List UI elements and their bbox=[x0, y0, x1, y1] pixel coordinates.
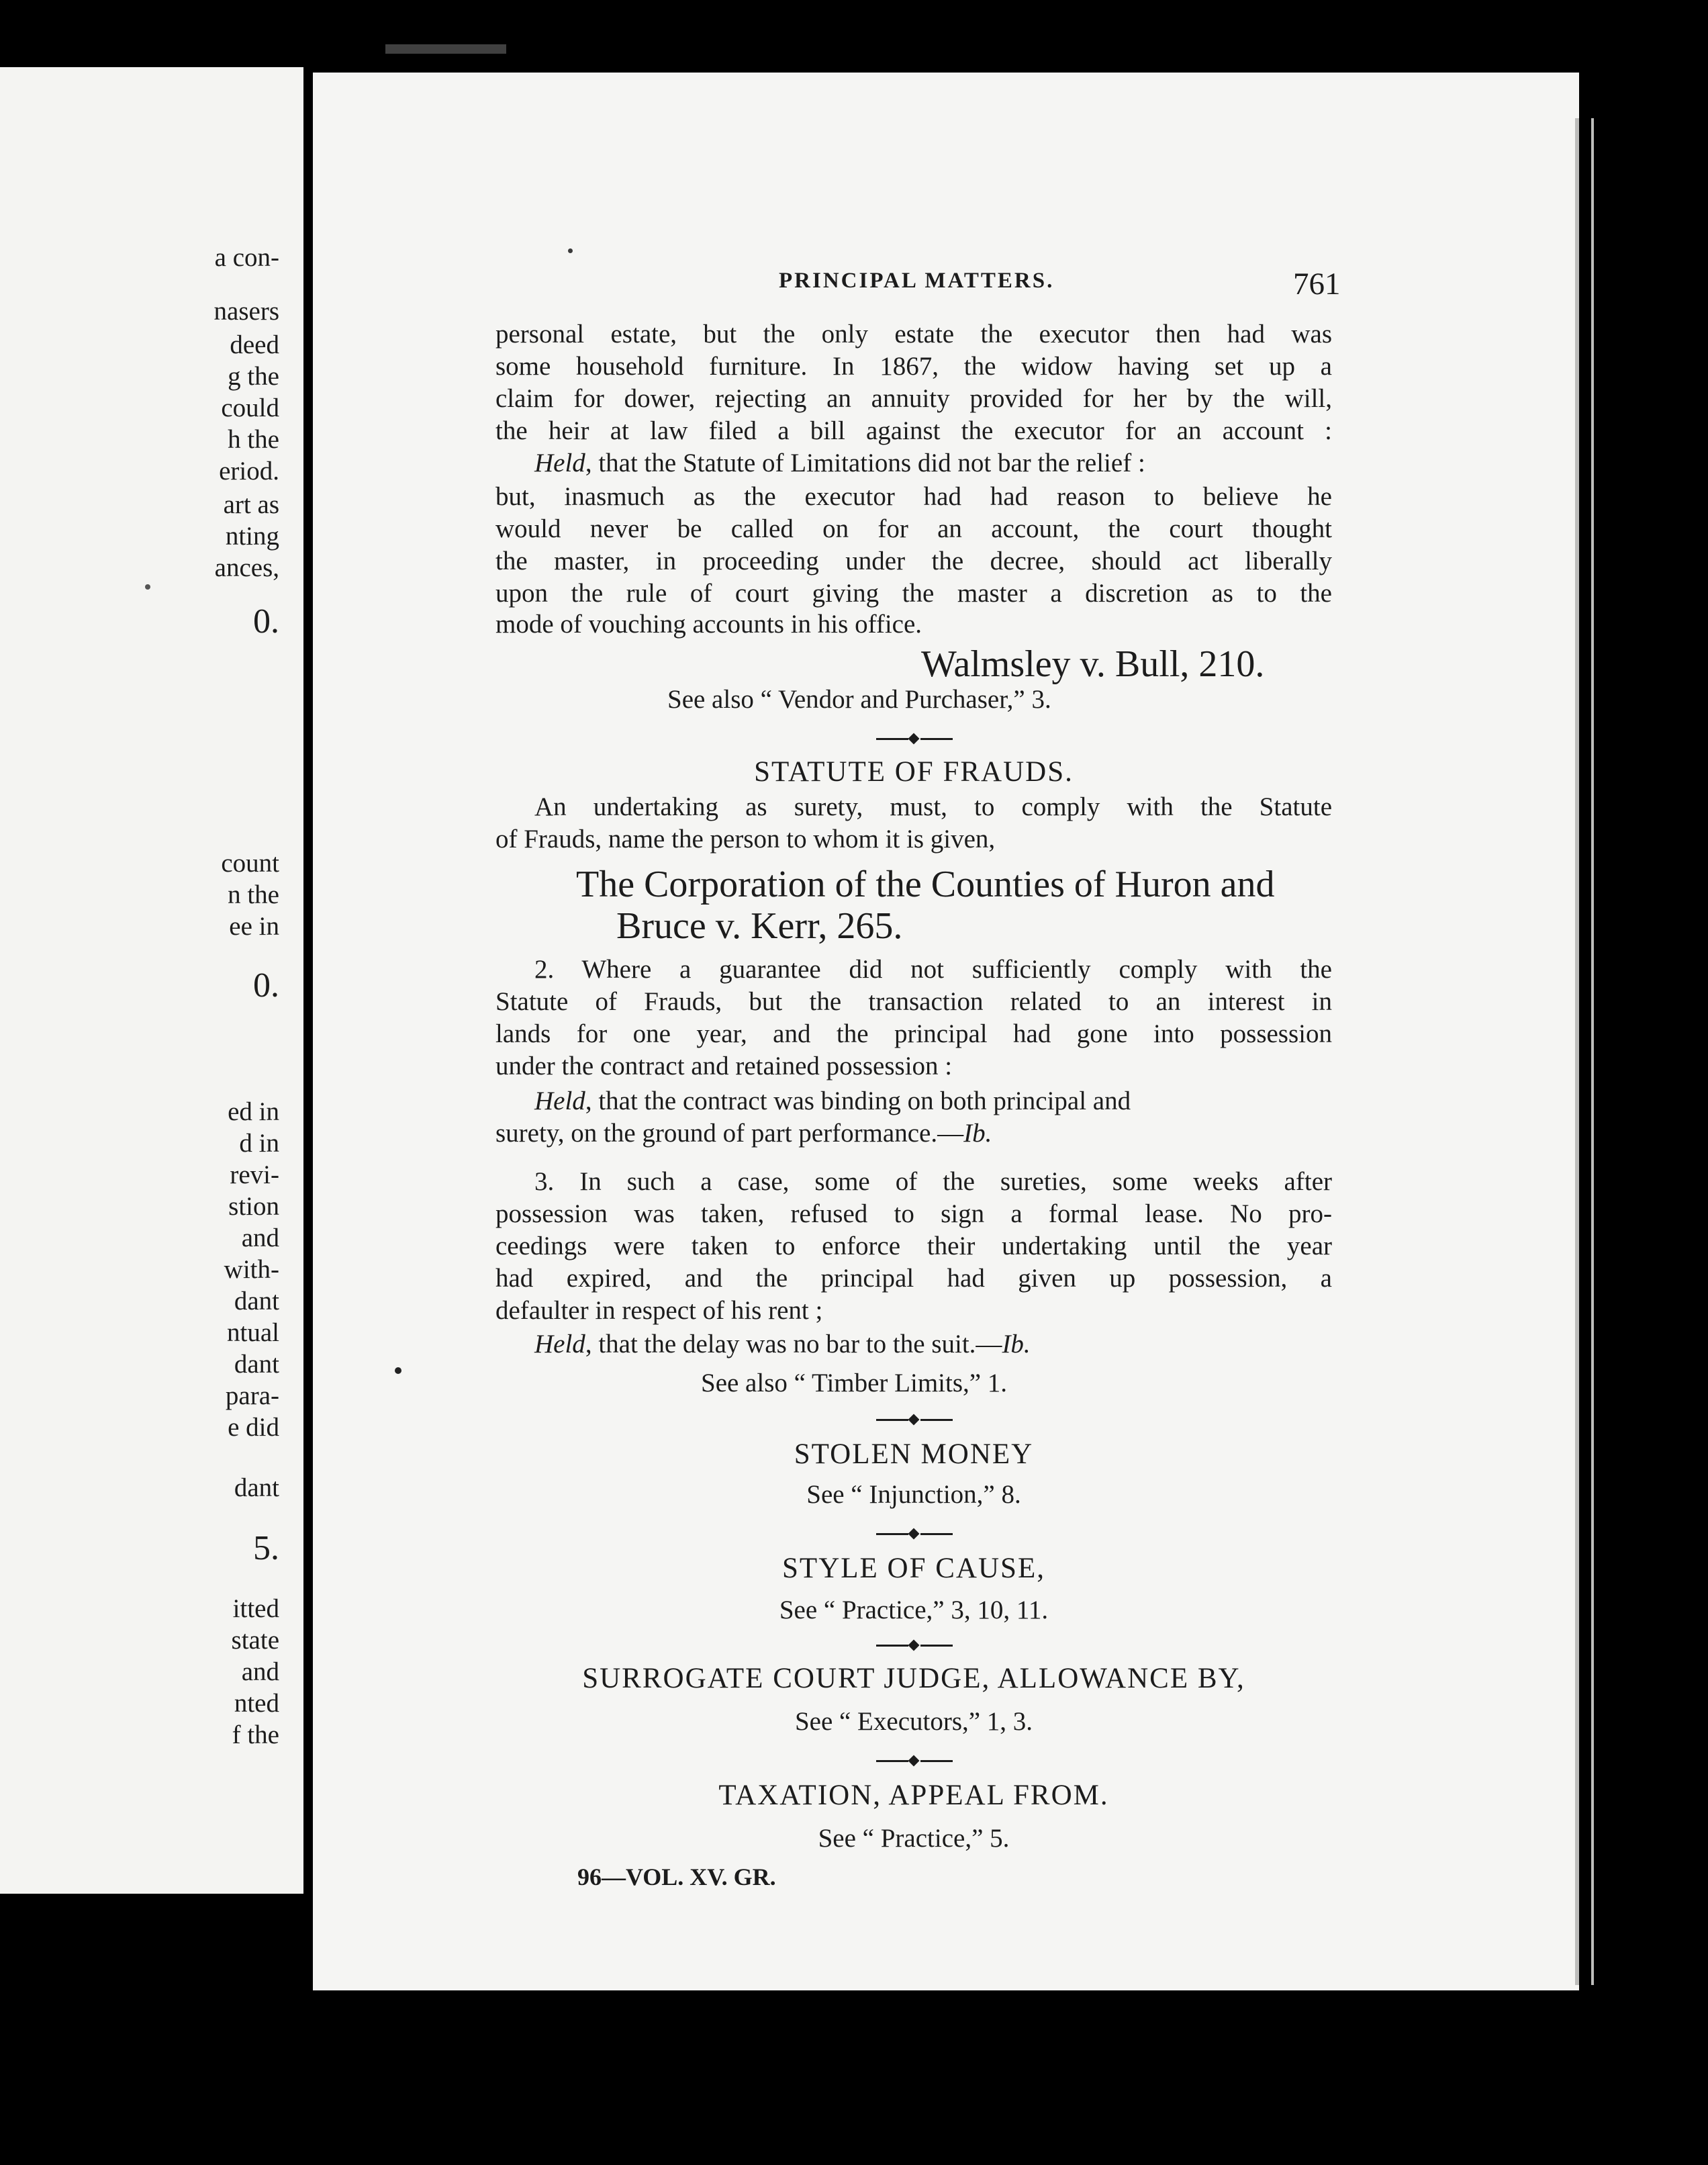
left-page-text-fragment: and bbox=[241, 1224, 279, 1252]
section-divider bbox=[495, 1527, 1332, 1540]
case-citation: The Corporation of the Counties of Huron and bbox=[576, 864, 1275, 905]
left-page-text-fragment: h the bbox=[228, 425, 279, 454]
divider-rule bbox=[920, 1533, 953, 1535]
left-page-text-fragment: n the bbox=[228, 880, 279, 909]
left-page-text-fragment: count bbox=[221, 849, 279, 878]
left-page-text-fragment: itted bbox=[232, 1594, 279, 1623]
held-word: Held bbox=[534, 1330, 585, 1358]
body-line bbox=[495, 545, 1332, 577]
line-text: personal estate, but the only estate the executor then had was bbox=[495, 320, 1332, 349]
left-page-text-fragment: dant bbox=[234, 1473, 279, 1502]
body-line: mode of vouching accounts in his office. bbox=[495, 610, 922, 639]
body-line bbox=[495, 1117, 992, 1149]
left-page-text-fragment: nted bbox=[234, 1689, 279, 1718]
section-divider bbox=[495, 1754, 1332, 1767]
running-head: PRINCIPAL MATTERS. bbox=[779, 269, 1055, 293]
body-line: defaulter in respect of his rent ; bbox=[495, 1296, 823, 1325]
scan-speck bbox=[568, 248, 573, 253]
body-line bbox=[495, 1085, 1332, 1117]
body-line bbox=[495, 986, 1332, 1017]
body-line bbox=[495, 1166, 1332, 1197]
line-text: the heir at law filed a bill against the executor for an account : bbox=[495, 416, 1332, 445]
held-text: , that the delay was no bar to the suit.— bbox=[585, 1330, 1002, 1358]
line-text: 3. In such a case, some of the sureties, some weeks after bbox=[534, 1167, 1332, 1196]
left-page-text-fragment: deed bbox=[230, 330, 279, 359]
line-text: would never be called on for an account, the court thought bbox=[495, 514, 1332, 543]
line-text: the master, in proceeding under the decree, should act liberally bbox=[495, 547, 1332, 575]
left-page-text-fragment: ed in bbox=[228, 1097, 279, 1126]
scan-smudge bbox=[385, 44, 506, 54]
left-page-text-fragment: dant bbox=[234, 1287, 279, 1316]
line-text: Statute of Frauds, but the transaction related to an interest in bbox=[495, 987, 1332, 1016]
body-line bbox=[495, 318, 1332, 350]
left-page-text-fragment: g the bbox=[228, 362, 279, 391]
line-text bbox=[534, 447, 1332, 479]
left-page-text-fragment: a con- bbox=[214, 243, 279, 272]
left-page-text-fragment: stion bbox=[228, 1192, 279, 1221]
body-line bbox=[495, 1198, 1332, 1230]
line-text: but, inasmuch as the executor had had reason to believe he bbox=[495, 482, 1332, 511]
ibid-reference: Ib. bbox=[963, 1119, 992, 1148]
line-text: claim for dower, rejecting an annuity provided for her by the will, bbox=[495, 384, 1332, 413]
case-citation: Bruce v. Kerr, 265. bbox=[616, 905, 903, 947]
section-divider bbox=[495, 732, 1332, 745]
body-line bbox=[495, 415, 1332, 447]
line-text: upon the rule of court giving the master a discretion as to the bbox=[495, 579, 1332, 608]
section-heading: STATUTE OF FRAUDS. bbox=[754, 756, 1074, 788]
body-line bbox=[495, 954, 1332, 985]
body-line: under the contract and retained possession : bbox=[495, 1052, 953, 1080]
section-divider bbox=[495, 1639, 1332, 1652]
line-text: possession was taken, refused to sign a formal lease. No pro- bbox=[495, 1199, 1332, 1228]
divider-diamond bbox=[908, 1528, 920, 1540]
left-page-text-fragment: 5. bbox=[253, 1529, 279, 1567]
body-line bbox=[495, 1328, 1031, 1360]
left-page-text-fragment: and bbox=[241, 1657, 279, 1686]
left-page-text-fragment: eriod. bbox=[219, 457, 279, 486]
case-citation: Walmsley v. Bull, 210. bbox=[921, 643, 1265, 685]
scan-speck bbox=[395, 1367, 401, 1374]
section-heading: TAXATION, APPEAL FROM. bbox=[718, 1780, 1109, 1811]
section-heading: STOLEN MONEY bbox=[794, 1438, 1034, 1470]
page-number: 761 bbox=[1293, 267, 1341, 302]
divider-diamond bbox=[908, 1755, 920, 1767]
left-page-text-fragment: with- bbox=[224, 1255, 279, 1284]
body-line bbox=[495, 1230, 1332, 1262]
body-line bbox=[495, 351, 1332, 382]
left-page-text-fragment: 0. bbox=[253, 966, 279, 1005]
see-reference: See “ Practice,” 3, 10, 11. bbox=[779, 1596, 1049, 1624]
body-line: of Frauds, name the person to whom it is given, bbox=[495, 825, 996, 854]
left-page-text-fragment: d in bbox=[239, 1129, 279, 1158]
left-page-text-fragment: dant bbox=[234, 1350, 279, 1379]
body-line bbox=[495, 383, 1332, 414]
divider-diamond bbox=[908, 733, 920, 745]
line-text: 2. Where a guarantee did not sufficiently comply with the bbox=[534, 955, 1332, 984]
see-also-reference: See also “ Vendor and Purchaser,” 3. bbox=[667, 685, 1051, 714]
divider-rule bbox=[876, 738, 908, 740]
section-heading: STYLE OF CAUSE, bbox=[782, 1553, 1045, 1584]
held-text: , that the contract was binding on both principal and bbox=[585, 1087, 1131, 1115]
body-line bbox=[495, 1262, 1332, 1294]
left-page-text-fragment: ances, bbox=[214, 553, 279, 582]
page-edge bbox=[1575, 118, 1579, 1985]
body-line bbox=[495, 513, 1332, 545]
section-heading: SURROGATE COURT JUDGE, ALLOWANCE BY, bbox=[582, 1663, 1245, 1694]
left-page-fragment bbox=[0, 67, 303, 1894]
scan-speck bbox=[145, 584, 150, 590]
divider-rule bbox=[920, 738, 953, 740]
left-page-text-fragment: f the bbox=[232, 1720, 279, 1749]
divider-diamond bbox=[908, 1640, 920, 1651]
line-text: lands for one year, and the principal had gone into possession bbox=[495, 1019, 1332, 1048]
left-page-text-fragment: could bbox=[221, 394, 279, 422]
body-line bbox=[495, 481, 1332, 512]
signature-mark: 96—VOL. XV. GR. bbox=[577, 1863, 776, 1890]
divider-rule bbox=[876, 1760, 908, 1762]
page-edge bbox=[1591, 118, 1594, 1985]
held-text: , that the Statute of Limitations did not bar the relief : bbox=[585, 449, 1145, 477]
ibid-reference: Ib. bbox=[1002, 1330, 1031, 1358]
divider-rule bbox=[876, 1533, 908, 1535]
left-page-text-fragment: e did bbox=[228, 1413, 279, 1442]
see-also-reference: See also “ Timber Limits,” 1. bbox=[701, 1369, 1008, 1397]
line-text: An undertaking as surety, must, to comply with the Statute bbox=[534, 792, 1332, 821]
divider-rule bbox=[920, 1419, 953, 1421]
section-divider bbox=[495, 1413, 1332, 1426]
held-word: Held bbox=[534, 449, 585, 477]
left-page-text-fragment: ee in bbox=[229, 912, 279, 941]
body-line bbox=[495, 791, 1332, 823]
held-word: Held bbox=[534, 1087, 585, 1115]
left-page-text-fragment: state bbox=[231, 1626, 279, 1655]
left-page-text-fragment: nting bbox=[225, 522, 279, 551]
body-line bbox=[495, 578, 1332, 609]
divider-rule bbox=[920, 1645, 953, 1647]
left-page-text-fragment: 0. bbox=[253, 602, 279, 641]
left-page-text-fragment: revi- bbox=[230, 1160, 279, 1189]
see-reference: See “ Injunction,” 8. bbox=[806, 1480, 1021, 1509]
left-page-text-fragment: ntual bbox=[227, 1318, 279, 1347]
divider-rule bbox=[876, 1645, 908, 1647]
divider-rule bbox=[876, 1419, 908, 1421]
left-page-text-fragment: art as bbox=[223, 490, 279, 519]
line-text bbox=[534, 1085, 1332, 1117]
see-reference: See “ Executors,” 1, 3. bbox=[794, 1707, 1033, 1736]
line-text: had expired, and the principal had given up possession, a bbox=[495, 1264, 1332, 1293]
line-text: some household furniture. In 1867, the widow having set up a bbox=[495, 352, 1332, 381]
see-reference: See “ Practice,” 5. bbox=[818, 1824, 1010, 1853]
divider-diamond bbox=[908, 1414, 920, 1426]
left-page-text-fragment: nasers bbox=[214, 297, 279, 326]
body-line bbox=[495, 1018, 1332, 1050]
divider-rule bbox=[920, 1760, 953, 1762]
left-page-text-fragment: para- bbox=[225, 1381, 279, 1410]
line-text: surety, on the ground of part performance.— bbox=[495, 1119, 964, 1148]
body-line bbox=[495, 447, 1332, 479]
line-text: ceedings were taken to enforce their undertaking until the year bbox=[495, 1232, 1332, 1260]
